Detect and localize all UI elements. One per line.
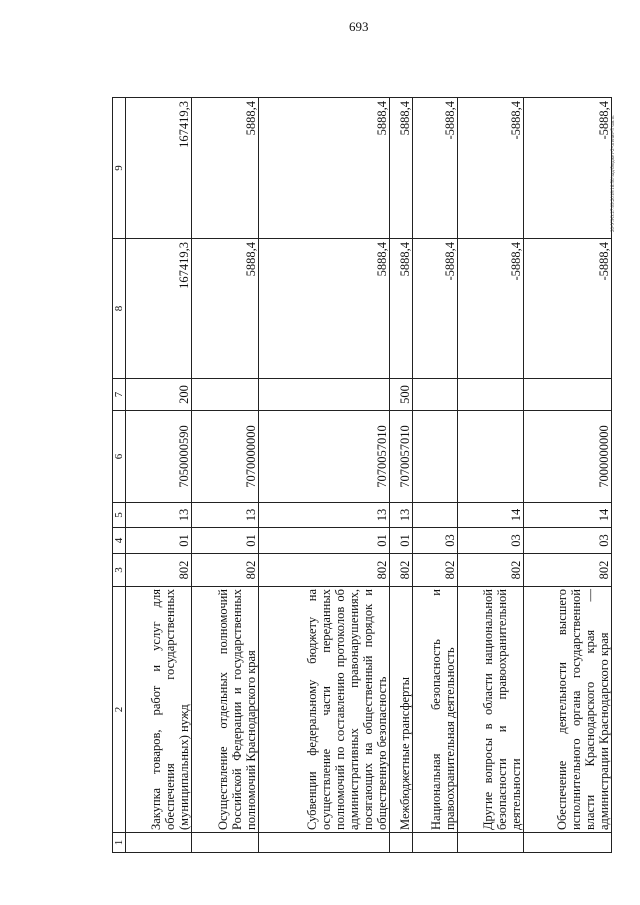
table-cell-c7 (457, 379, 523, 411)
table-cell-c6 (457, 411, 523, 503)
table-cell-c9: 5888,4 (258, 98, 389, 239)
rotated-page (112, 98, 612, 853)
table-cell-c8: 5888,4 (258, 239, 389, 379)
table-cell-c5: 14 (524, 503, 612, 528)
row-description: Другие вопросы в области национальной безопасности и правоохранительной деятельности (457, 587, 523, 833)
table-row (389, 98, 412, 853)
table-cell-c4: 01 (192, 528, 258, 554)
table-cell-c7 (524, 379, 612, 411)
table-cell-c5: 13 (258, 503, 389, 528)
table-cell-c7 (258, 379, 389, 411)
col-header: 9 (113, 98, 126, 239)
table-cell-c3: 802 (457, 554, 523, 587)
table-cell-c3: 802 (524, 554, 612, 587)
table-cell-c7: 500 (389, 379, 412, 411)
table-cell-c8: -5888,4 (412, 239, 457, 379)
table-cell-c7 (192, 379, 258, 411)
table-cell-c1 (412, 833, 457, 853)
col-header: 8 (113, 239, 126, 379)
budget-table (112, 97, 612, 853)
table-cell-c7: 200 (126, 379, 192, 411)
table-row (524, 98, 612, 853)
table-row (192, 98, 258, 853)
table-cell-c4: 01 (126, 528, 192, 554)
row-description: Национальная безопасность и правоохранительная деятельность (412, 587, 457, 833)
table-row (258, 98, 389, 853)
table-cell-c5: 13 (126, 503, 192, 528)
table-cell-c3: 802 (192, 554, 258, 587)
table-cell-c8: -5888,4 (457, 239, 523, 379)
row-description: Обеспечение деятельности высшего исполнительного органа государственной власти Краснодарского края — администрации Краснодарского края (524, 587, 612, 833)
table-cell-c9: 5888,4 (389, 98, 412, 239)
table-cell-c9: 167419,3 (126, 98, 192, 239)
row-description: Субвенции федеральному бюджету на осуществление части переданных полномочий по составлению протоколов об административных правонарушениях, посягающих на общественный порядок и общественную безопасность (258, 587, 389, 833)
table-cell-c3: 802 (389, 554, 412, 587)
table-cell-c6: 7050000590 (126, 411, 192, 503)
table-cell-c6: 7000000000 (524, 411, 612, 503)
table-cell-c6 (412, 411, 457, 503)
table-cell-c1 (457, 833, 523, 853)
table-cell-c9: -5888,4 (457, 98, 523, 239)
table-cell-c3: 802 (258, 554, 389, 587)
table-cell-c5: 13 (192, 503, 258, 528)
col-header: 2 (113, 587, 126, 833)
table-row (126, 98, 192, 853)
table-cell-c4: 03 (457, 528, 523, 554)
col-header: 7 (113, 379, 126, 411)
table-cell-c6: 7070000000 (192, 411, 258, 503)
table-cell-c5: 14 (457, 503, 523, 528)
table-cell-c3: 802 (126, 554, 192, 587)
table-row (457, 98, 523, 853)
table-cell-c4: 03 (412, 528, 457, 554)
table-cell-c8: -5888,4 (524, 239, 612, 379)
footer-path: 20-УЭО.27.09.2018/16.50/зад/бюджет-2-чтение-5 часть (611, 115, 616, 232)
col-header: 5 (113, 503, 126, 528)
table-cell-c1 (258, 833, 389, 853)
col-header: 4 (113, 528, 126, 554)
col-header: 3 (113, 554, 126, 587)
table-row (412, 98, 457, 853)
table-cell-c5 (412, 503, 457, 528)
table-cell-c6: 7070057010 (258, 411, 389, 503)
table-cell-c1 (524, 833, 612, 853)
col-header: 1 (113, 833, 126, 853)
col-header: 6 (113, 411, 126, 503)
table-cell-c6: 7070057010 (389, 411, 412, 503)
header-row (113, 98, 126, 853)
table-cell-c5: 13 (389, 503, 412, 528)
table-cell-c3: 802 (412, 554, 457, 587)
table-cell-c9: -5888,4 (524, 98, 612, 239)
table-cell-c4: 01 (258, 528, 389, 554)
table-cell-c1 (126, 833, 192, 853)
table-cell-c9: -5888,4 (412, 98, 457, 239)
table-cell-c8: 167419,3 (126, 239, 192, 379)
page-number: 693 (349, 19, 369, 34)
row-description: Осуществление отдельных полномочий Российской Федерации и государственных полномочий Краснодарского края (192, 587, 258, 833)
row-description: Межбюджетные трансферты (389, 587, 412, 833)
table-cell-c4: 01 (389, 528, 412, 554)
row-description: Закупка товаров, работ и услуг для обеспечения государственных (муниципальных) нужд (126, 587, 192, 833)
table-cell-c8: 5888,4 (389, 239, 412, 379)
table-cell-c1 (192, 833, 258, 853)
table-cell-c7 (412, 379, 457, 411)
table-cell-c1 (389, 833, 412, 853)
table-cell-c8: 5888,4 (192, 239, 258, 379)
table-cell-c9: 5888,4 (192, 98, 258, 239)
table-cell-c4: 03 (524, 528, 612, 554)
